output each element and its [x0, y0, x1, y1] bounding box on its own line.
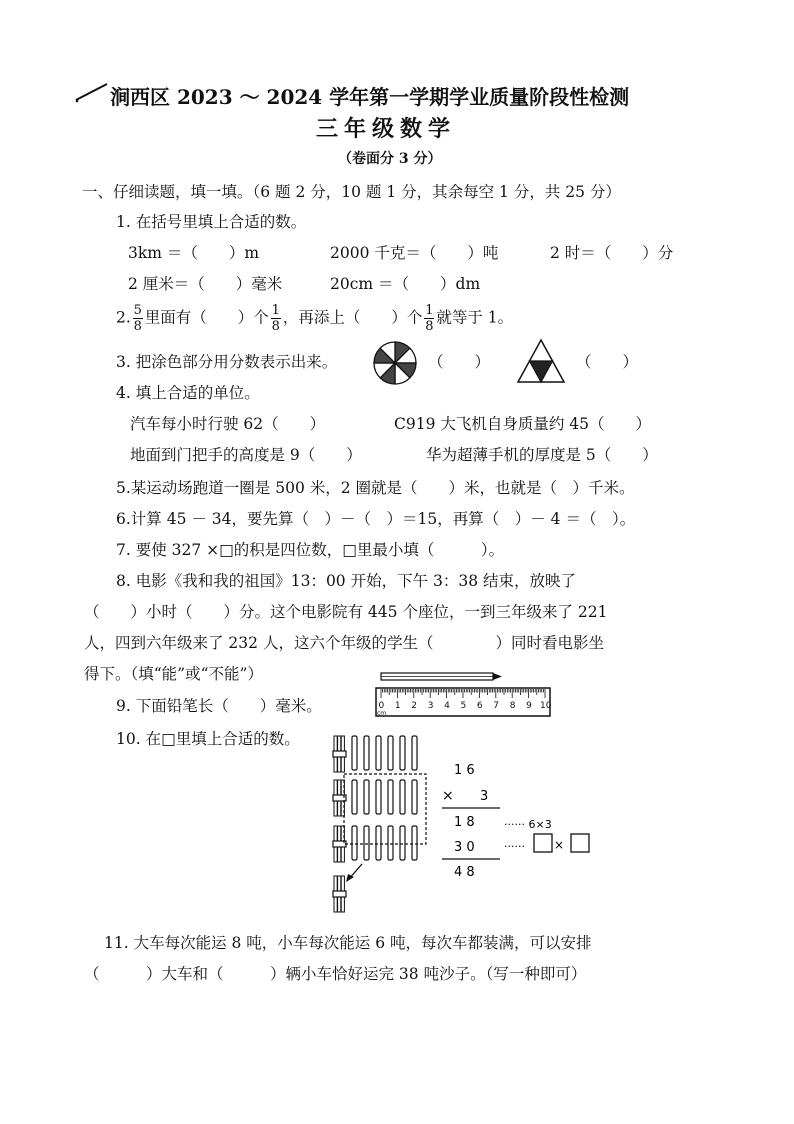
- sticks-bundles-figure: [328, 730, 432, 922]
- q1-item-c: 2 时＝（ ）分: [550, 244, 674, 262]
- ruler-label-9: 9: [526, 701, 532, 711]
- single-stick: [388, 780, 393, 814]
- ruler-label-1: 1: [394, 701, 401, 711]
- q3-blank-1: （ ）: [428, 353, 491, 371]
- stick-bundle: [333, 736, 346, 772]
- fraction-five-eighths: $\frac{5}{8}$: [133, 303, 142, 334]
- multiplication-work: [440, 756, 600, 884]
- single-stick: [400, 780, 405, 814]
- q3-blank-2: （ ）: [576, 353, 639, 371]
- q11-line-2: （ ）大车和（ ）辆小车恰好运完 38 吨沙子。（写一种即可）: [84, 965, 587, 983]
- subject-title: 三年级数学: [316, 116, 457, 142]
- ruler-label-2: 2: [411, 701, 418, 711]
- answer-box-1: [534, 834, 552, 852]
- q2-number: 2.: [116, 308, 131, 327]
- mult-row-3: 1 8: [454, 815, 475, 830]
- mult-row-4: 3 0: [454, 840, 475, 855]
- q10-stem: 10. 在□里填上合适的数。: [116, 730, 300, 748]
- q1-item-a: 3km ＝（ ）m: [128, 244, 260, 262]
- ruler-label-0: 0: [378, 701, 385, 711]
- q11-line-1: 11. 大车每次能运 8 吨，小车每次能运 6 吨，每次车都装满，可以安排: [104, 934, 592, 952]
- single-stick: [388, 736, 393, 770]
- q9-text: 9. 下面铅笔长（ ）毫米。: [116, 697, 322, 715]
- stick-bundle: [333, 876, 346, 912]
- mult-times-sign: ×: [554, 838, 565, 852]
- shaded-circle-figure: [372, 340, 418, 386]
- mult-note-1: ······ 6×3: [504, 818, 552, 831]
- q2-text-1: 里面有（ ）个: [144, 308, 269, 327]
- single-stick: [352, 736, 357, 770]
- single-stick: [376, 826, 381, 860]
- single-stick: [400, 826, 405, 860]
- pencil-ruler-figure: [374, 668, 554, 720]
- ruler-label-4: 4: [444, 701, 450, 711]
- q3-stem: 3. 把涂色部分用分数表示出来。: [116, 353, 338, 371]
- single-stick: [376, 780, 381, 814]
- q7-text: 7. 要使 327 ×□的积是四位数，□里最小填（ ）。: [116, 541, 505, 559]
- q4-stem: 4. 填上合适的单位。: [116, 384, 260, 402]
- q8-line-4: 得下。（填“能”或“不能”）: [84, 665, 263, 683]
- ruler-label-7: 7: [493, 701, 500, 711]
- score-note: （卷面分 3 分）: [338, 151, 442, 167]
- shaded-triangle-figure: [516, 338, 566, 384]
- fraction-one-eighth: $\frac{1}{8}$: [271, 303, 280, 334]
- q1-item-d: 2 厘米＝（ ）毫米: [128, 275, 283, 293]
- single-stick: [352, 780, 357, 814]
- ruler-label-6: 6: [476, 701, 483, 711]
- q8-line-2: （ ）小时（ ）分。这个电影院有 445 个座位，一到三年级来了 221: [84, 603, 608, 621]
- ruler-label-10: 10: [540, 701, 552, 711]
- answer-box-2: [571, 834, 589, 852]
- q4-item-d: 华为超薄手机的厚度是 5（ ）: [426, 446, 658, 464]
- q8-line-3: 人，四到六年级来了 232 人，这六个年级的学生（ ）同时看电影坐: [84, 634, 604, 652]
- single-stick: [412, 780, 417, 814]
- q8-line-1: 8. 电影《我和我的祖国》13：00 开始，下午 3：38 结束，放映了: [116, 572, 577, 590]
- pencil-tip: [493, 673, 502, 680]
- q1-item-b: 2000 千克＝（ ）吨: [330, 244, 499, 262]
- ruler-label-5: 5: [460, 701, 467, 711]
- mult-row-5: 4 8: [454, 865, 475, 880]
- q6-text: 6.计算 45 － 34，要先算（ ）－（ ）＝15，再算（ ）－ 4 ＝（ ）。: [116, 510, 636, 528]
- single-stick: [352, 826, 357, 860]
- q1-item-e: 20cm ＝（ ）dm: [330, 275, 481, 293]
- single-stick: [412, 736, 417, 770]
- exam-title: 涧西区 2023 ～ 2024 学年第一学期学业质量阶段性检测: [110, 85, 630, 109]
- q4-item-c: 地面到门把手的高度是 9（ ）: [130, 446, 362, 464]
- mult-note-2: ······: [504, 840, 525, 853]
- q2-text-3: 就等于 1。: [436, 308, 514, 327]
- mult-operator: ×: [442, 788, 454, 804]
- mult-row-1: 1 6: [454, 763, 475, 778]
- q2-line: [116, 304, 513, 333]
- single-stick: [388, 826, 393, 860]
- ruler-label-8: 8: [509, 701, 516, 711]
- single-stick: [364, 736, 369, 770]
- check-mark-icon: [74, 80, 110, 106]
- ruler-unit: cm: [377, 710, 387, 717]
- single-stick: [364, 780, 369, 814]
- single-stick: [376, 736, 381, 770]
- single-stick: [412, 826, 417, 860]
- q2-text-2: ，再添上（ ）个: [282, 308, 423, 327]
- q1-stem: 1. 在括号里填上合适的数。: [116, 213, 307, 231]
- ruler-label-3: 3: [427, 701, 434, 711]
- fraction-one-eighth-2: $\frac{1}{8}$: [425, 303, 434, 334]
- q4-item-a: 汽车每小时行驶 62（ ）: [130, 415, 326, 433]
- single-stick: [364, 826, 369, 860]
- mult-row-2: 3: [480, 789, 489, 804]
- q5-text: 5.某运动场跑道一圈是 500 米，2 圈就是（ ）米，也就是（ ）千米。: [116, 479, 635, 497]
- single-stick: [400, 736, 405, 770]
- section-heading: 一、仔细读题，填一填。（6 题 2 分，10 题 1 分，其余每空 1 分，共 25 分）: [82, 183, 621, 201]
- q4-item-b: C919 大飞机自身质量约 45（ ）: [394, 415, 652, 433]
